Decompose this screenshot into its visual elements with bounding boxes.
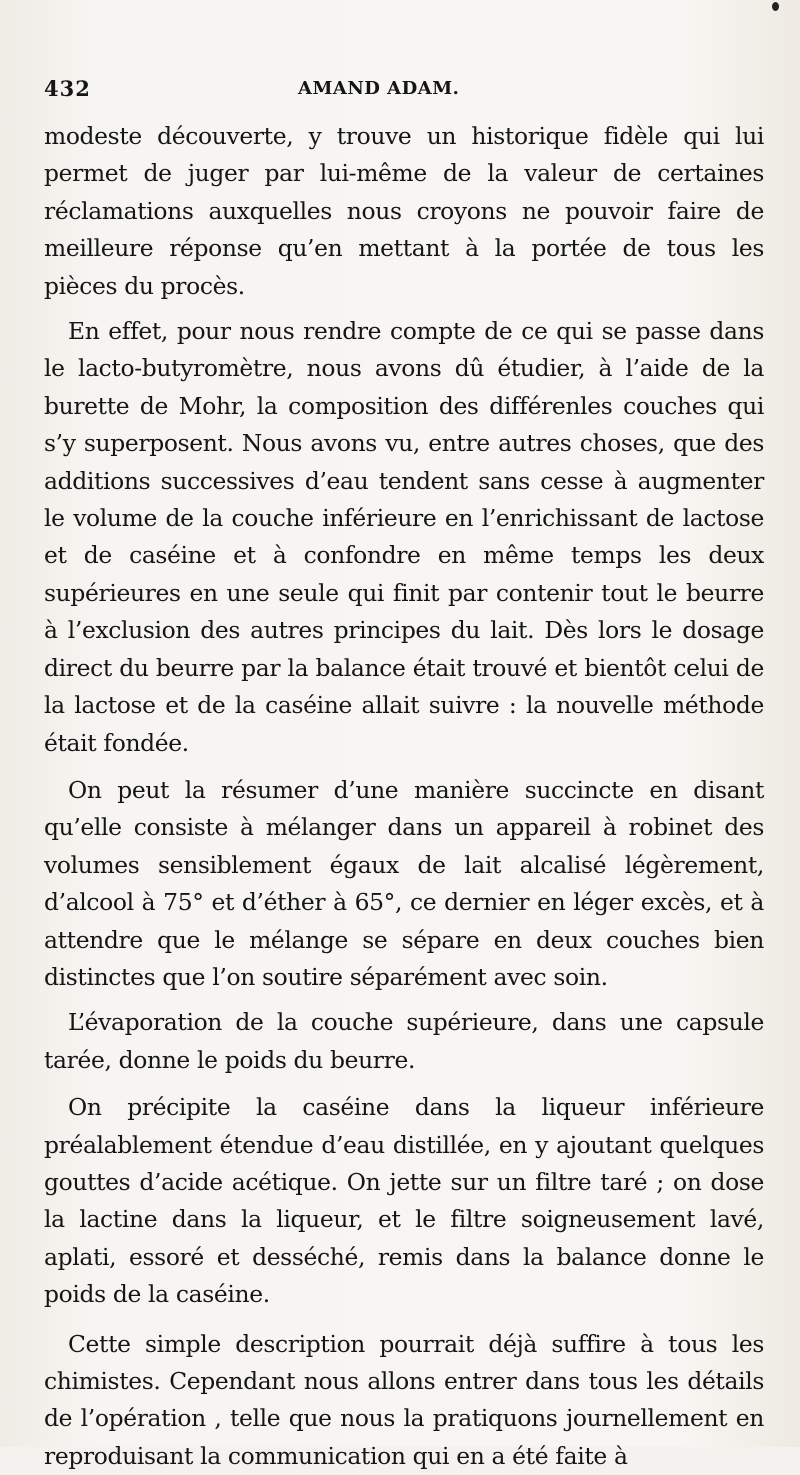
body-text bbox=[44, 118, 764, 1475]
paragraph-6: Cette simple description pourrait déjà suffire à tous les chimistes. Cependant nous allons entrer dans tous les détails de l’opération , telle que nous la pratiquons journellement en reproduisant la communication qui en a été faite à bbox=[44, 1329, 764, 1470]
paragraph-4: L’évaporation de la couche supérieure, dans une capsule tarée, donne le poids du beurre. bbox=[44, 1008, 764, 1074]
paragraph-5: On précipite la caséine dans la liqueur inférieure préalablement étendue d’eau distillée, en y ajoutant quelques gouttes d’acide acétique. On jette sur un filtre taré ; on dose la lactine dans la liqueur, et le filtre soigneusement lavé, aplati, essoré et desséché, remis dans la balance donne le poids de la caséine. bbox=[44, 1093, 764, 1309]
paragraph-3: On peut la résumer d’une manière succincte en disant qu’elle consiste à mélanger dans un appareil à robinet des volumes sensiblement égaux de lait alcalisé légèrement, d’alcool à 75° et d’éther à 65°, ce dernier en léger excès, et à attendre que le mélange se sépare en deux couches bien distinctes que l’on soutire séparément avec soin. bbox=[44, 775, 764, 991]
page-header bbox=[44, 76, 760, 106]
paragraph-2: En effet, pour nous rendre compte de ce qui se passe dans le lacto-butyromètre, nous avons dû étudier, à l’aide de la burette de Mohr, la composition des différenles couches qui s’y superposent. Nous avons vu, entre autres choses, que des additions successives d’eau tendent sans cesse à augmenter le volume de la couche inférieure en l’enrichissant de lactose et de caséine et à confondre en même temps les deux supérieures en une seule qui finit par contenir tout le beurre à l’exclusion des autres principes du lait. Dès lors le dosage direct du beurre par la balance était trouvé et bientôt celui de la lactose et de la caséine allait suivre : la nouvelle méthode était fondée. bbox=[44, 317, 764, 757]
ink-speck bbox=[772, 2, 779, 11]
running-head: AMAND ADAM. bbox=[298, 78, 460, 99]
paragraph-1: modeste découverte, y trouve un historique fidèle qui lui permet de juger par lui-même de la valeur de certaines réclamations auxquelles nous croyons ne pouvoir faire de meilleure réponse qu’en mettant à la portée de tous les pièces du procès. bbox=[44, 122, 764, 300]
page-number: 432 bbox=[44, 76, 91, 101]
